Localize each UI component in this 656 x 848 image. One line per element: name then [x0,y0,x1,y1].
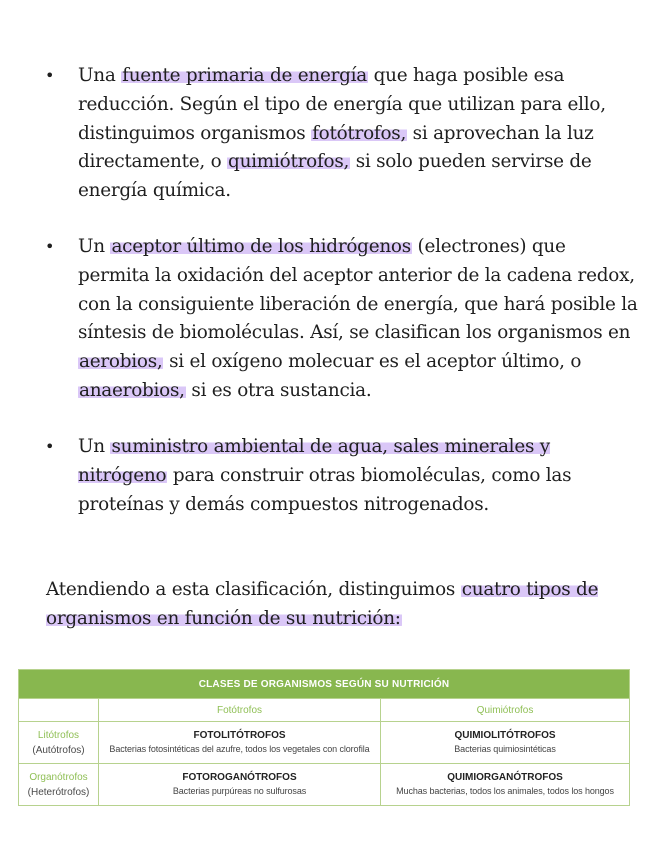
cell-description: Bacterias purpúreas no sulfurosas [172,786,307,796]
text-run: Un [78,436,111,457]
text-run: si el oxígeno molecuar es el aceptor último, o [163,351,582,373]
nutrition-classes-table [18,669,630,806]
text-run: (electrones) que permita la oxidación del aceptor anterior de la cadena redox, con la consiguiente liberación de energía, que hará posible la síntesis de biomoléculas. Así, se clasifican los organismos en [78,236,638,344]
cell-quimiolitotrofos [381,722,630,764]
bullet-marker: • [45,66,55,85]
row-sub-label: (Heterótrofos) [27,786,90,798]
cell-title: FOTOLITÓTROFOS [193,730,286,741]
cell-quimiorganotrofos [381,764,630,806]
highlight-aceptor: aceptor último de los hidrógenos [111,236,411,257]
table-row [19,722,630,764]
row-group-label: Organótrofos [29,771,88,783]
highlight-aerobios: aerobios, [79,351,163,373]
text-run: que haga posible esa reducción. Según el tipo de energía que utilizan para ello, distinguimos organismos [78,65,606,144]
cell-fotoroganotrofos [99,764,381,806]
bullet-energy-source [45,62,638,206]
table-corner-cell [19,699,99,722]
text-run: Una [78,65,122,86]
row-sub-label: (Autótrofos) [32,744,85,756]
table-title: CLASES DE ORGANISMOS SEGÚN SU NUTRICIÓN [19,670,630,699]
highlight-fuente-primaria: fuente primaria de energía [122,65,368,86]
cell-description: Bacterias fotosintéticas del azufre, todos los vegetales con clorofila [109,744,370,754]
text-run: si solo pueden servirse de energía química. [78,151,592,202]
bullet-marker: • [45,437,55,456]
text-run: si aprovechan la luz directamente, o [78,122,594,173]
cell-title: QUIMIOLITÓTROFOS [454,730,556,741]
highlight-suministro: suministro ambiental de agua, sales minerales y nitrógeno [78,436,550,486]
row-header-litotrofos [19,722,99,764]
bullet-environmental-supply [45,433,638,519]
highlight-anaerobios: anaerobios, [79,379,185,401]
bullet-marker: • [45,237,55,256]
intro-text: Atendiendo a esta clasificación, distinguimos [46,579,461,600]
highlight-quimiotrofos: quimiótrofos, [228,151,350,173]
bullet-hydrogen-acceptor [45,233,638,406]
intro-paragraph [46,575,646,633]
cell-fotolitotrofos [99,722,381,764]
highlight-fototrofos: fotótrofos, [312,122,407,144]
cell-title: QUIMIORGANÓTROFOS [447,772,563,783]
cell-description: Bacterias quimiosintéticas [454,744,556,754]
row-header-organotrofos [19,764,99,806]
cell-title: FOTOROGANÓTROFOS [182,772,297,783]
col-header-quimiotrofos: Quimiótrofos [381,699,630,722]
cell-description: Muchas bacterias, todos los animales, todos los hongos [396,786,614,796]
text-run: si es otra sustancia. [185,379,372,401]
row-group-label: Litótrofos [37,729,80,741]
highlight-cuatro-tipos: cuatro tipos de organismos en función de su nutrición: [46,579,599,629]
table-row [19,764,630,806]
text-run: Un [78,236,111,257]
col-header-fototrofos: Fotótrofos [99,699,381,722]
text-run: para construir otras biomoléculas, como las proteínas y demás compuestos nitrogenados. [78,464,572,515]
